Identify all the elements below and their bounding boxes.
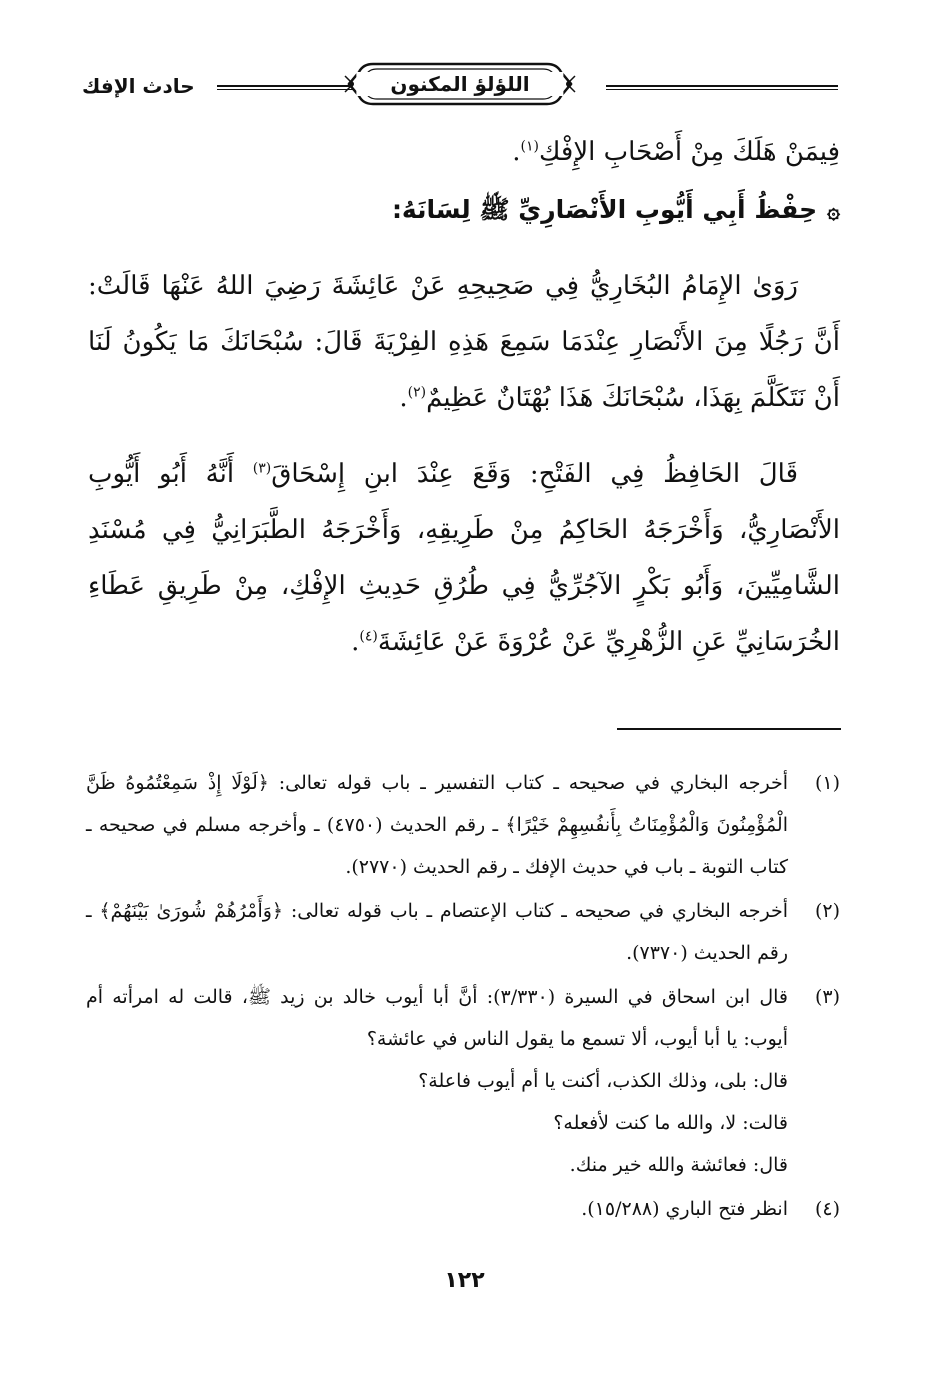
paragraph-text: رَوَىٰ الإِمَامُ البُخَارِيُّ فِي صَحِيحِهِ عَنْ عَائِشَةَ رَضِيَ اللهُ عَنْهَا قَالَتْ: أَنَّ رَجُلًا مِنَ الأَنْصَارِ عِنْدَمَا سَمِعَ هَذِهِ الفِرْيَةَ قَالَ: سُبْحَانَكَ مَا يَكُونُ لَنَا أَنْ نَتَكَلَّمَ بِهَذَا، سُبْحَانَكَ هَذَا بُهْتَانٌ عَظِيمٌ (88, 271, 840, 413)
footnote-ref: (٣) (252, 460, 272, 477)
paragraph-end: . (399, 383, 408, 413)
footnote-item (86, 1188, 840, 1230)
footnote-number: (٣) (814, 986, 840, 1008)
footnote-item (86, 890, 840, 974)
footnote-dialogue-line: قال: بلى، وذلك الكذب، أكنت يا أم أيوب فاعلة؟ (418, 1070, 788, 1092)
paragraph-bukhari (88, 258, 840, 426)
footnote-ref: (٢) (407, 384, 427, 401)
header-rule-right (606, 85, 838, 90)
paragraph-continuation (88, 124, 840, 180)
paragraph-end: . (351, 627, 360, 657)
page-number: ١٢٢ (444, 1268, 485, 1293)
footnote-separator (617, 728, 841, 730)
section-heading (88, 182, 840, 240)
main-text (88, 124, 840, 690)
footnote-text: أخرجه البخاري في صحيحه ـ كتاب التفسير ـ باب قوله تعالى: ﴿لَوْلَا إِذْ سَمِعْتُمُوهُ ظَنَّ الْمُؤْمِنُونَ وَالْمُؤْمِنَاتُ بِأَنفُسِهِمْ خَيْرًا﴾ ـ رقم الحديث (٤٧٥٠) ـ وأخرجه مسلم في صحيحه ـ كتاب التوبة ـ باب في حديث الإفك ـ رقم الحديث (٢٧٧٠). (86, 772, 788, 878)
footnote-body (86, 976, 788, 1186)
book-title: اللؤلؤ المكنون (356, 72, 563, 96)
paragraph-hafiz (88, 446, 840, 670)
footnote-ref: (٤) (359, 628, 378, 645)
footnote-number: (٢) (814, 900, 840, 922)
paragraph-end: . (512, 137, 521, 167)
paragraph-text: أَنَّهُ أَبُو أَيُّوبِ الأَنْصَارِيُّ، وَأَخْرَجَهُ الحَاكِمُ مِنْ طَرِيقِهِ، وَأَخْرَجَهُ الطَّبَرَانِيُّ فِي مُسْنَدِ الشَّامِيِّينَ، وَأَبُو بَكْرٍ الآجُرِّيُّ فِي طُرُقِ حَدِيثِ الإِفْكِ، مِنْ طَرِيقِ عَطَاءِ الخُرَسَانِيِّ عَنِ الزُّهْرِيِّ عَنْ عُرْوَةَ عَنْ عَائِشَةَ (88, 459, 840, 657)
footnote-dialogue-line: قالت: لا، والله ما كنت لأفعله؟ (553, 1112, 788, 1134)
running-header (82, 56, 838, 118)
footnotes (86, 762, 840, 1232)
ornament-bullet-icon: ۞ (827, 199, 840, 224)
footnote-text: أخرجه البخاري في صحيحه ـ كتاب الإعتصام ـ باب قوله تعالى: ﴿وَأَمْرُهُمْ شُورَىٰ بَيْنَهُمْ﴾ ـ رقم الحديث (٧٣٧٠). (86, 900, 788, 964)
footnote-item (86, 976, 840, 1186)
section-heading-text: حِفْظُ أَبِي أَيُّوبِ الأَنْصَارِيِّ ﷺ لِسَانَهُ: (391, 195, 818, 224)
footnote-text: انظر فتح الباري (١٥/٢٨٨). (581, 1198, 788, 1220)
footnote-text: قال ابن اسحاق في السيرة (٣/٣٣٠): أنَّ أبا أيوب خالد بن زيد ﷺ، قالت له امرأته أم أيوب: يا أبا أيوب، ألا تسمع ما يقول الناس في عائشة؟ (86, 986, 789, 1050)
paragraph-text: قَالَ الحَافِظُ فِي الفَتْحِ: وَقَعَ عِنْدَ ابنِ إِسْحَاقَ (271, 459, 798, 489)
chapter-title: حادث الإفك (82, 74, 195, 98)
paragraph-text: فِيمَنْ هَلَكَ مِنْ أَصْحَابِ الإِفْكِ (539, 137, 840, 167)
footnote-ref: (١) (520, 138, 540, 155)
footnote-dialogue-line: قال: فعائشة والله خير منك. (569, 1154, 788, 1176)
footnote-item (86, 762, 840, 888)
footnote-number: (١) (814, 772, 840, 794)
footnote-number: (٤) (814, 1198, 840, 1220)
